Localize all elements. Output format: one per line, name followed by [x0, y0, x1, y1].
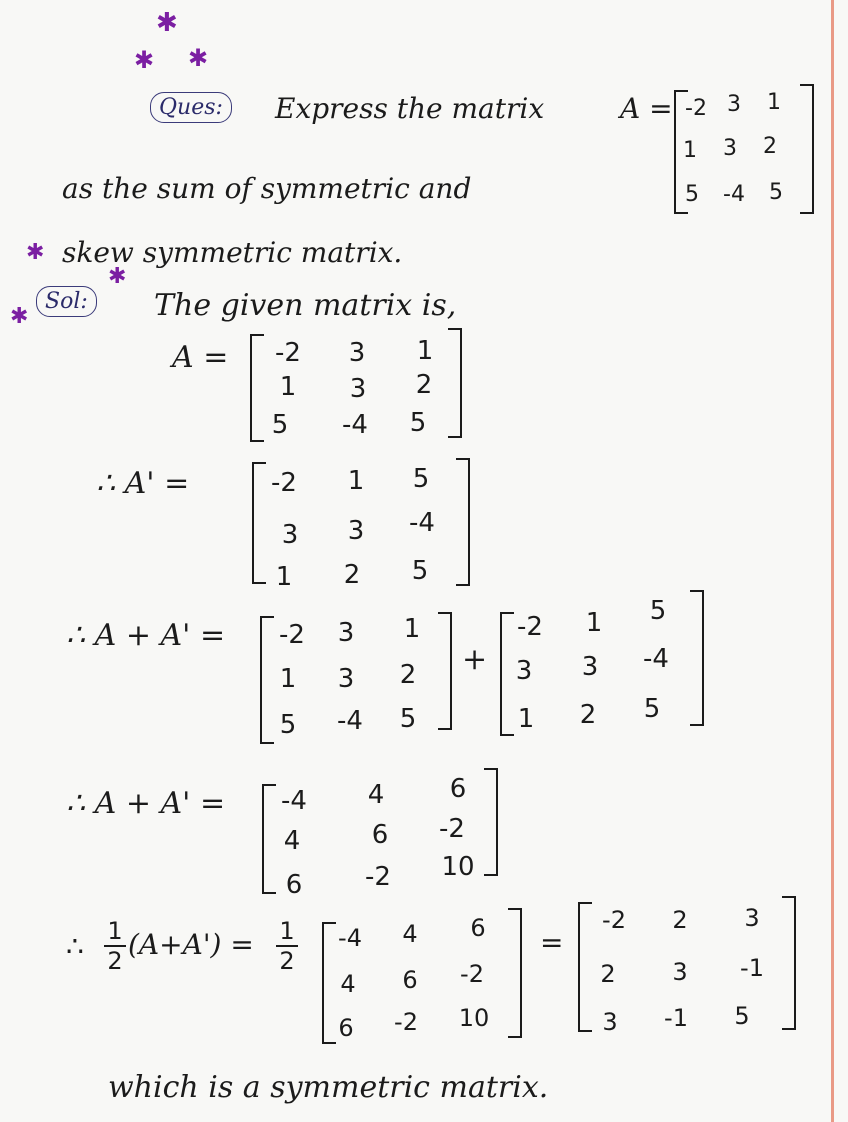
matrix-cell: 6: [371, 820, 389, 850]
question-badge: Ques:: [150, 92, 232, 123]
bracket-right: [508, 908, 522, 1038]
matrix-cell: 6: [402, 966, 418, 994]
star-icon: ✱: [134, 46, 155, 74]
matrix-cell: 5: [409, 408, 427, 438]
matrix-cell: 1: [683, 138, 697, 163]
matrix-cell: 3: [723, 136, 737, 161]
bracket-left: [262, 784, 276, 894]
matrix-cell: -2: [279, 620, 305, 650]
matrix-cell: 4: [340, 970, 356, 998]
matrix-cell: 1: [517, 704, 535, 734]
matrix-cell: 1: [767, 90, 781, 115]
star-icon: ✱: [108, 264, 127, 289]
matrix-cell: 10: [441, 852, 475, 882]
matrix-cell: 3: [349, 374, 367, 404]
matrix-cell: 5: [412, 464, 430, 494]
matrix-cell: -2: [271, 468, 297, 498]
step2-label: ∴ A' =: [96, 466, 190, 501]
matrix-cell: -4: [643, 644, 669, 674]
bracket-left: [260, 616, 274, 744]
step1-label: A =: [172, 340, 229, 375]
star-icon: ✱: [188, 44, 209, 72]
equals-sign: =: [540, 926, 564, 959]
matrix-cell: -2: [275, 338, 301, 368]
matrix-cell: 1: [347, 466, 365, 496]
matrix-cell: -2: [460, 960, 484, 988]
half-fraction: [104, 918, 126, 974]
matrix-cell: 2: [579, 700, 597, 730]
bracket-right: [438, 612, 452, 730]
matrix-cell: -1: [740, 954, 764, 982]
matrix-cell: 10: [458, 1004, 490, 1032]
bracket-right: [690, 590, 704, 726]
matrix-cell: 5: [649, 596, 667, 626]
matrix-cell: 1: [279, 372, 297, 402]
matrix-cell: 3: [281, 520, 299, 550]
bracket-left: [250, 334, 264, 442]
matrix-cell: 6: [449, 774, 467, 804]
solution-badge: Sol:: [36, 286, 97, 317]
matrix-cell: 3: [744, 904, 760, 932]
matrix-cell: -2: [439, 814, 465, 844]
matrix-cell: 5: [685, 182, 699, 207]
matrix-cell: -2: [602, 906, 626, 934]
question-matrix-label: A =: [620, 92, 673, 125]
plus-sign: +: [462, 642, 488, 677]
bracket-left: [500, 612, 514, 736]
question-line-2: as the sum of symmetric and: [62, 172, 472, 205]
matrix-cell: -4: [723, 182, 745, 207]
star-icon: ✱: [10, 304, 29, 329]
step5-therefore: ∴: [66, 930, 84, 963]
bracket-left: [252, 462, 266, 584]
matrix-cell: 3: [515, 656, 533, 686]
matrix-cell: -4: [337, 706, 363, 736]
matrix-cell: 2: [399, 660, 417, 690]
step4-label: ∴ A + A' =: [66, 786, 226, 821]
matrix-cell: 2: [600, 960, 616, 988]
star-icon: ✱: [26, 240, 45, 265]
matrix-cell: 1: [585, 608, 603, 638]
matrix-cell: 5: [734, 1002, 750, 1030]
matrix-cell: 5: [411, 556, 429, 586]
matrix-cell: 4: [283, 826, 301, 856]
matrix-cell: 5: [399, 704, 417, 734]
star-icon: ✱: [156, 8, 178, 38]
matrix-cell: -1: [664, 1004, 688, 1032]
matrix-cell: -2: [517, 612, 543, 642]
matrix-cell: 3: [672, 958, 688, 986]
bracket-left: [322, 922, 336, 1044]
matrix-cell: 5: [643, 694, 661, 724]
step3-label: ∴ A + A' =: [66, 618, 226, 653]
matrix-cell: 1: [275, 562, 293, 592]
half-fraction: [276, 918, 298, 974]
fraction-denominator: 2: [107, 947, 123, 975]
matrix-cell: 3: [581, 652, 599, 682]
question-line-3: skew symmetric matrix.: [62, 236, 403, 269]
matrix-cell: 6: [285, 870, 303, 900]
question-line-1: Express the matrix: [275, 92, 545, 125]
matrix-cell: 4: [367, 780, 385, 810]
matrix-cell: 3: [348, 338, 366, 368]
bracket-left: [578, 902, 592, 1032]
matrix-cell: -4: [342, 410, 368, 440]
page-margin-line: [831, 0, 834, 1122]
matrix-cell: 3: [727, 92, 741, 117]
conclusion-text: which is a symmetric matrix.: [108, 1070, 549, 1105]
matrix-cell: 5: [279, 710, 297, 740]
matrix-cell: -2: [365, 862, 391, 892]
bracket-right: [800, 84, 814, 214]
step5-expression: (A+A') =: [128, 928, 254, 961]
matrix-cell: 1: [416, 336, 434, 366]
matrix-cell: 4: [402, 920, 418, 948]
bracket-right: [484, 768, 498, 876]
fraction-numerator: 1: [107, 917, 123, 945]
matrix-cell: 1: [279, 664, 297, 694]
matrix-cell: 2: [343, 560, 361, 590]
fraction-denominator: 2: [279, 947, 295, 975]
fraction-numerator: 1: [279, 917, 295, 945]
matrix-cell: 6: [470, 914, 486, 942]
matrix-cell: -4: [409, 508, 435, 538]
matrix-cell: 5: [271, 410, 289, 440]
matrix-cell: 3: [602, 1008, 618, 1036]
matrix-cell: 1: [403, 614, 421, 644]
matrix-cell: -4: [338, 924, 362, 952]
matrix-cell: 2: [763, 134, 777, 159]
matrix-cell: 5: [769, 180, 783, 205]
matrix-cell: 6: [338, 1014, 354, 1042]
bracket-right: [448, 328, 462, 438]
matrix-cell: -2: [394, 1008, 418, 1036]
matrix-cell: 3: [337, 664, 355, 694]
matrix-cell: -4: [281, 786, 307, 816]
bracket-right: [782, 896, 796, 1030]
solution-intro: The given matrix is,: [154, 288, 457, 323]
matrix-cell: 3: [347, 516, 365, 546]
matrix-cell: 3: [337, 618, 355, 648]
matrix-cell: 2: [415, 370, 433, 400]
matrix-cell: -2: [685, 96, 707, 121]
matrix-cell: 2: [672, 906, 688, 934]
bracket-right: [456, 458, 470, 586]
